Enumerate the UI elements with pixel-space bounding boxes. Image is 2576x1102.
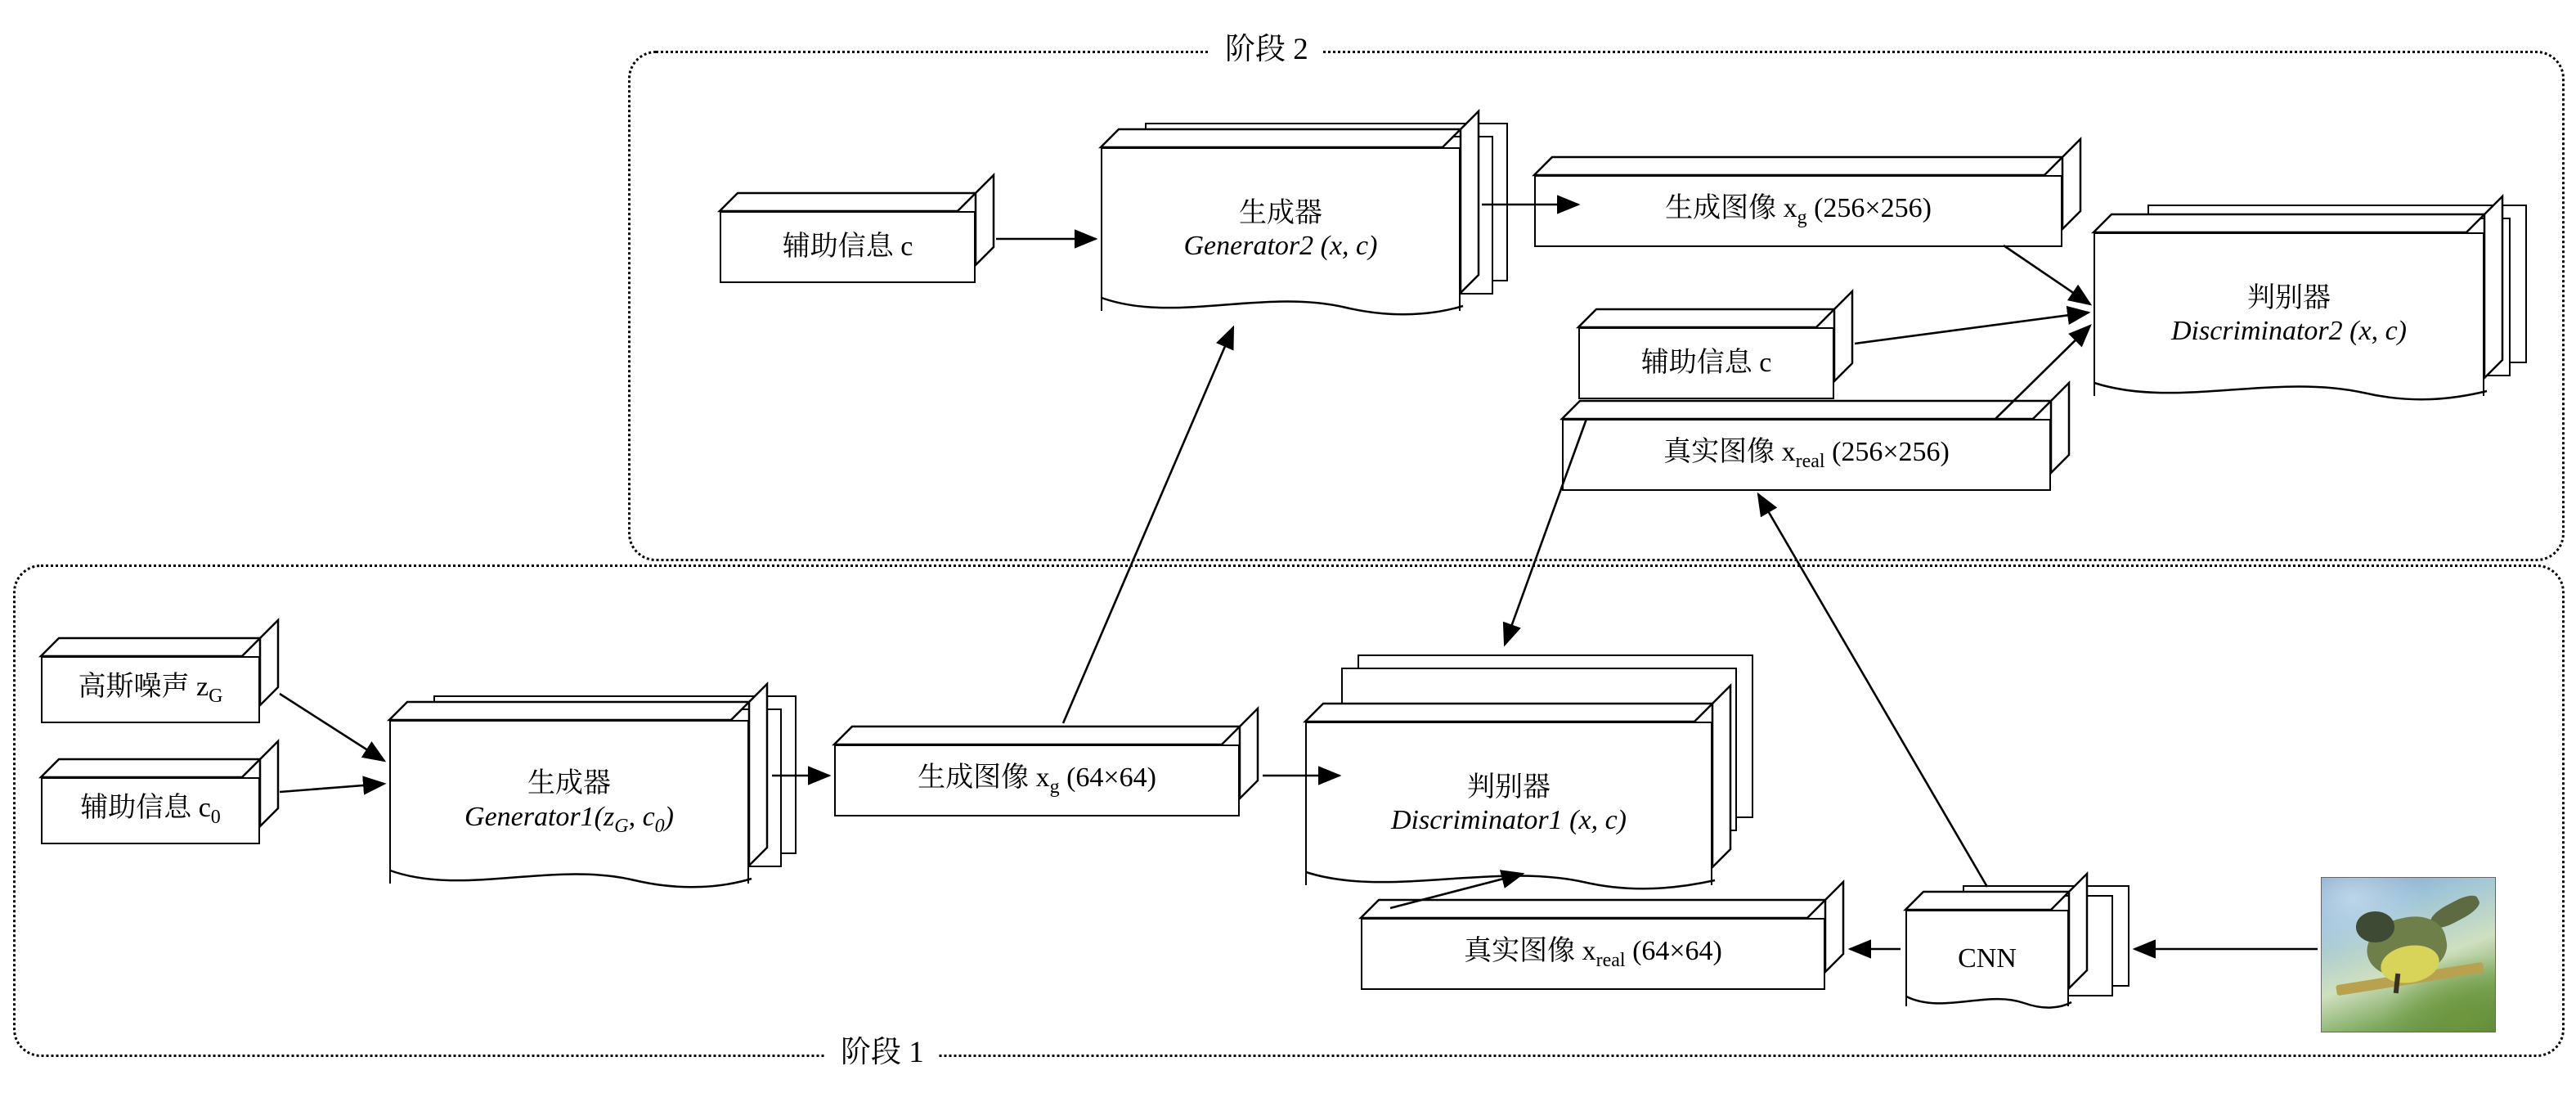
stage1-aux-info-box [41, 759, 278, 844]
photo-bird-head [2356, 911, 2394, 942]
stage1-generated-image-tail: (64×64) [1059, 762, 1156, 794]
stage1-generated-image-text: 生成图像 x [918, 762, 1050, 794]
stage1-real-image-sub: real [1595, 950, 1626, 972]
stage2-real-image-text: 真实图像 x [1663, 437, 1796, 468]
stage1-generated-image-box [834, 726, 1258, 816]
discriminator2-title: 判别器 [2247, 282, 2331, 313]
stage1-real-image-text: 真实图像 x [1464, 936, 1596, 967]
generator1-box [389, 702, 767, 884]
generator1-sub2: 0 [654, 815, 665, 837]
stage2-real-image-tail: (256×256) [1824, 437, 1950, 468]
stage1-real-image-box [1361, 900, 1843, 990]
stage2-generated-image-sub: g [1797, 207, 1807, 229]
stage-2-label: 阶段 2 [1210, 34, 1323, 65]
stage-1-label: 阶段 1 [826, 1037, 939, 1068]
stage2-generated-image-text: 生成图像 x [1665, 193, 1797, 224]
discriminator2-subtitle: Discriminator2 (x, c) [2170, 316, 2407, 346]
stage2-generated-image-tail: (256×256) [1806, 193, 1932, 224]
stage1-noise-box [41, 638, 278, 723]
generator1-subtitle: Generator1(z [464, 801, 615, 832]
stage2-aux-info-box [720, 193, 994, 283]
stage1-noise-text: 高斯噪声 z [78, 672, 209, 703]
stage2-generated-image-box [1534, 157, 2080, 247]
generator1-tail: ) [664, 801, 674, 832]
stage1-aux-info-sub: 0 [210, 807, 221, 829]
stage2-aux-info-text-2: 辅助信息 c [1640, 347, 1772, 378]
stage2-aux-info-text: 辅助信息 c [782, 231, 913, 262]
generator1-sub1: G [614, 815, 629, 837]
stage2-real-image-box [1562, 401, 2069, 491]
source-image-thumbnail [2321, 877, 2496, 1032]
stage2-aux-info-box-2 [1578, 309, 1852, 399]
cnn-label: CNN [1958, 942, 2017, 974]
discriminator1-subtitle: Discriminator1 (x, c) [1390, 805, 1627, 835]
stage1-noise-sub: G [209, 686, 223, 708]
discriminator1-box [1305, 704, 1730, 885]
generator2-subtitle: Generator2 (x, c) [1183, 231, 1378, 261]
generator2-title: 生成器 [1239, 197, 1322, 228]
stage1-aux-info-text: 辅助信息 c [80, 793, 211, 824]
stage1-real-image-tail: (64×64) [1625, 936, 1722, 967]
discriminator1-title: 判别器 [1467, 771, 1551, 803]
stage2-real-image-sub: real [1795, 451, 1825, 473]
generator2-box [1101, 129, 1479, 311]
generator1-mid: , c [628, 801, 655, 832]
discriminator2-box [2094, 214, 2502, 396]
stage1-generated-image-sub: g [1049, 776, 1060, 798]
generator1-title: 生成器 [527, 768, 611, 799]
